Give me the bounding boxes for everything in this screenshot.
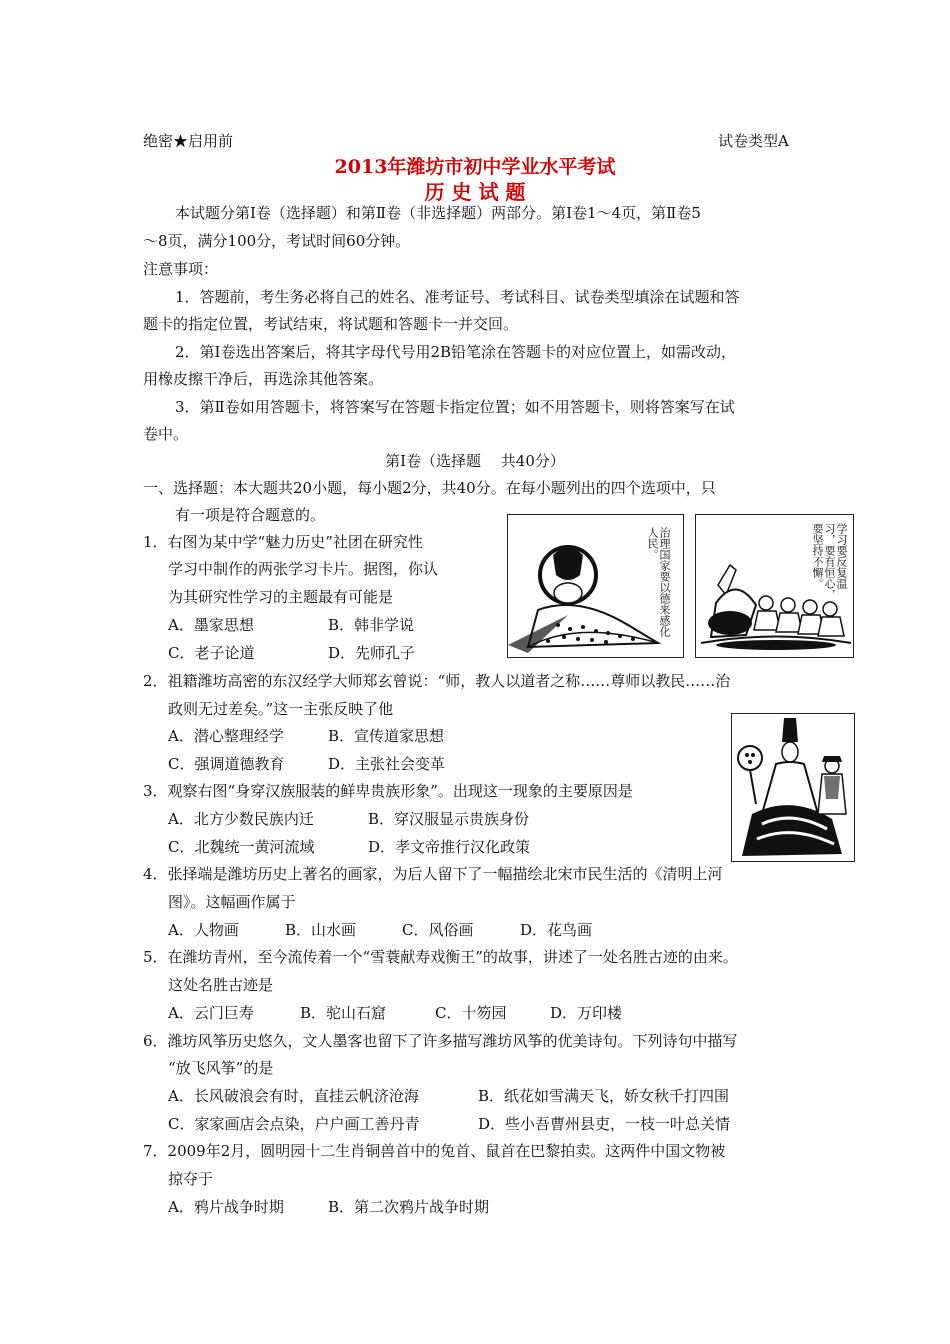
question-7-line-1: 7．2009年2月，圆明园十二生肖铜兽首中的兔首、鼠首在巴黎拍卖。这两件中国文物被 [143,1142,726,1160]
question-7-option-a: A．鸦片战争时期 [168,1198,284,1216]
intro-line-1: 本试题分第Ⅰ卷（选择题）和第Ⅱ卷（非选择题）两部分。第Ⅰ卷1～4页，第Ⅱ卷5 [175,204,701,222]
question-2-option-a: A．潜心整理经学 [168,727,284,745]
question-3-option-c: C．北魏统一黄河流域 [168,838,315,856]
learning-card-2-text: 学习要反复温习，要有恒心，要坚持不懈。 [811,523,848,600]
question-5-option-c: C．十笏园 [435,1004,507,1022]
question-5-line-1: 5．在潍坊青州，至今流传着一个“雪蓑献寿戏衡王”的故事，讲述了一处名胜古迹的由来。 [143,948,738,966]
question-6-option-d: D．些小吾曹州县吏，一枝一叶总关情 [478,1115,731,1133]
xianbei-noble-image [731,713,855,862]
question-4-option-a: A．人物画 [168,921,239,939]
question-3-option-d: D．孝文帝推行汉化政策 [368,838,531,856]
xianbei-noble-illustration [732,714,854,861]
section-instruction-1: 一、选择题：本大题共20小题，每小题2分，共40分。在每小题列出的四个选项中，只 [143,479,716,497]
question-7-line-2: 掠夺于 [168,1170,214,1188]
learning-card-2-image [695,514,854,658]
question-1-option-b: B．韩非学说 [328,616,415,634]
note-2-line-1: 2．第Ⅰ卷选出答案后，将其字母代号用2B铅笔涂在答题卡的对应位置上，如需改动， [175,343,737,361]
question-2-line-1: 2．祖籍潍坊高密的东汉经学大师郑玄曾说：“师，教人以道者之称……尊师以教民……治 [143,672,731,690]
exam-subtitle: 历 史 试 题 [424,180,526,204]
question-2-option-c: C．强调道德教育 [168,755,285,773]
question-6-line-1: 6．潍坊风筝历史悠久，文人墨客也留下了许多描写潍坊风筝的优美诗句。下列诗句中描写 [143,1032,738,1050]
learning-card-1-image [507,514,684,658]
note-1-line-2: 题卡的指定位置，考试结束，将试题和答题卡一并交回。 [143,315,519,333]
question-6-option-a: A．长风破浪会有时，直挂云帆济沧海 [168,1087,419,1105]
question-6-option-b: B．纸花如雪满天飞，娇女秋千打四围 [478,1087,730,1105]
question-1-option-a: A．墨家思想 [168,616,254,634]
question-5-line-2: 这处名胜古迹是 [168,976,274,994]
question-3-option-b: B．穿汉服显示贵族身份 [368,810,530,828]
question-3-line-1: 3．观察右图“身穿汉族服装的鲜卑贵族形象”。出现这一现象的主要原因是 [143,782,633,800]
note-1-line-1: 1．答题前，考生务必将自己的姓名、准考证号、考试科目、试卷类型填涂在试题和答 [175,288,740,306]
question-2-line-2: 政则无过差矣。”这一主张反映了他 [168,700,394,718]
question-1-line-2: 学习中制作的两张学习卡片。据图，你认 [168,560,439,578]
question-3-option-a: A．北方少数民族内迁 [168,810,314,828]
question-4-line-2: 图》。这幅画作属于 [168,893,296,911]
intro-line-2: ～8页，满分100分，考试时间60分钟。 [143,232,411,250]
question-6-option-c: C．家家画店会点染，户户画工善丹青 [168,1115,420,1133]
question-5-option-a: A．云门巨寿 [168,1004,254,1022]
question-5-option-d: D．万印楼 [550,1004,623,1022]
confidential-label: 绝密★启用前 [143,132,234,150]
question-4-line-1: 4．张择端是潍坊历史上著名的画家，为后人留下了一幅描绘北宋市民生活的《清明上河 [143,865,723,883]
learning-card-1-text: 治理国家要以德来感化人民。 [646,527,671,637]
note-3-line-2: 卷中。 [143,425,189,443]
question-5-option-b: B．驼山石窟 [300,1004,387,1022]
section-title: 第Ⅰ卷（选择题 共40分） [385,452,565,470]
note-3-line-1: 3．第Ⅱ卷如用答题卡，将答案写在答题卡指定位置；如不用答题卡，则将答案写在试 [175,398,735,416]
question-2-option-d: D．主张社会变革 [328,755,446,773]
exam-title: 2013年潍坊市初中学业水平考试 [334,156,616,178]
question-7-option-b: B．第二次鸦片战争时期 [328,1198,490,1216]
notes-heading: 注意事项： [143,260,219,278]
question-1-option-c: C．老子论道 [168,644,255,662]
question-4-option-b: B．山水画 [285,921,357,939]
question-6-line-2: “放飞风筝”的是 [168,1059,274,1077]
question-4-option-c: C．风俗画 [402,921,474,939]
question-4-option-d: D．花鸟画 [520,921,593,939]
question-1-line-3: 为其研究性学习的主题最有可能是 [168,588,394,606]
paper-type-label: 试卷类型A [718,132,789,150]
question-2-option-b: B．宣传道家思想 [328,727,445,745]
question-1-line-1: 1．右图为某中学“魅力历史”社团在研究性 [143,533,423,551]
note-2-line-2: 用橡皮擦干净后，再选涂其他答案。 [143,370,384,388]
question-1-option-d: D．先师孔子 [328,644,416,662]
section-instruction-2: 有一项是符合题意的。 [175,506,326,524]
